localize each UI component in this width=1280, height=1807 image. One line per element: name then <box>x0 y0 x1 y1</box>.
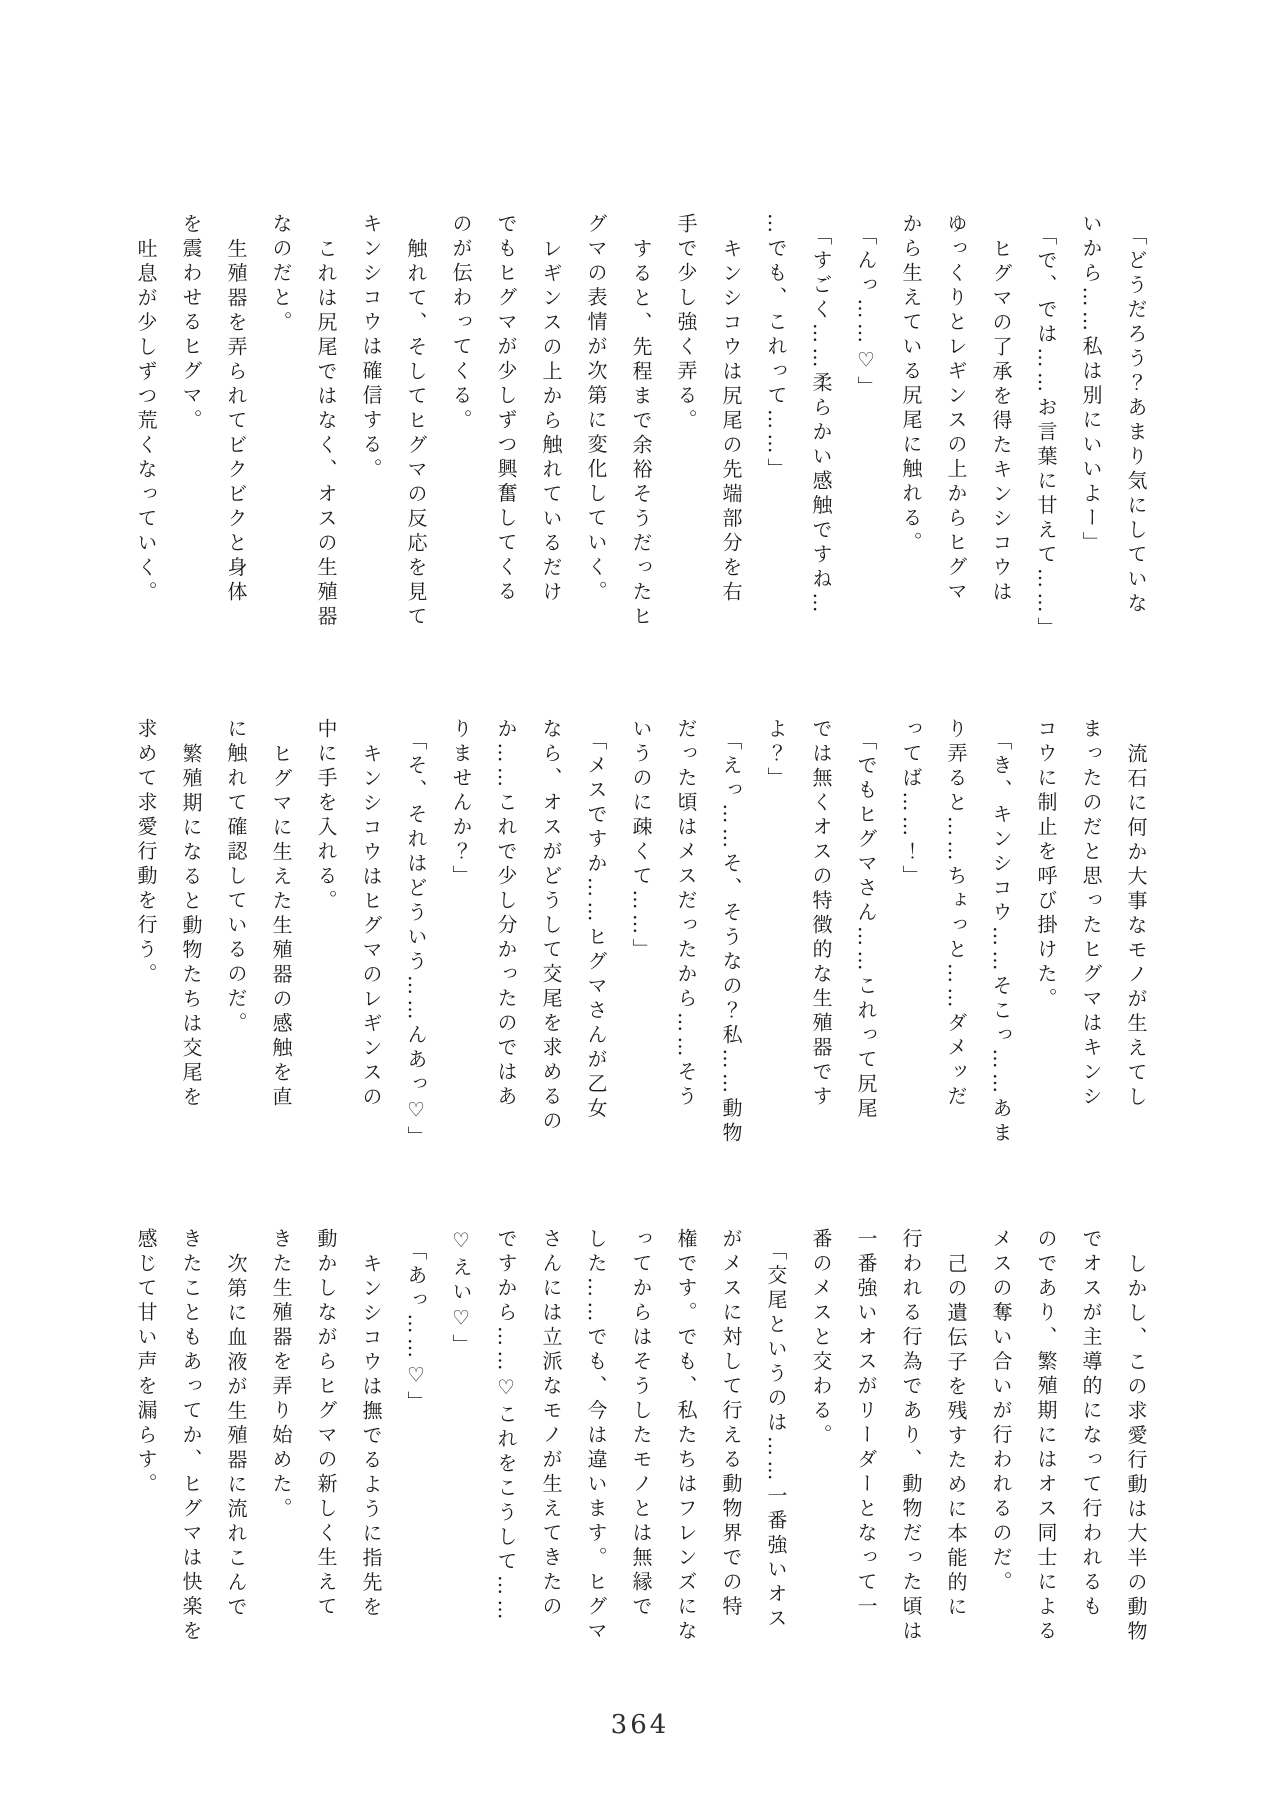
text-column: 生殖器を弄られてビクビクと身体 <box>224 238 248 606</box>
text-column: か……これで少し分かったのではあ <box>494 718 518 1110</box>
heart-glyph: ♡ <box>494 1375 518 1404</box>
text-column: 「そ、それはどういう……んあっ♡」 <box>404 730 428 1151</box>
text-column: 番のメスと交わる。 <box>809 1228 833 1449</box>
text-column: りませんか？」 <box>449 718 473 890</box>
text-column: よ？」 <box>764 718 788 792</box>
text-column: 権です。でも、私たちはフレンズにな <box>674 1228 698 1645</box>
text-column: 行われる行為であり、動物だった頃は <box>899 1228 923 1645</box>
text-column: 「でもヒグマさん……これって尻尾 <box>854 730 878 1122</box>
text-column: のであり、繁殖期にはオス同士による <box>1034 1228 1058 1645</box>
text-column: ゆっくりとレギンスの上からヒグマ <box>944 213 968 605</box>
text-column: まったのだと思ったヒグマはキンシ <box>1079 718 1103 1110</box>
text-column: 「えっ……そ、そうなの？私……動物 <box>719 730 743 1147</box>
text-column: でオスが主導的になって行われるも <box>1079 1228 1103 1620</box>
text-column: 流石に何か大事なモノが生えてし <box>1124 743 1148 1111</box>
text-column: なら、オスがどうして交尾を求めるの <box>539 718 563 1135</box>
text-column: 触れて、そしてヒグマの反応を見て <box>404 238 428 630</box>
heart-glyph: ♡ <box>854 347 878 376</box>
text-column: のが伝わってくる。 <box>449 213 473 434</box>
page-number: 364 <box>610 1710 670 1740</box>
text-column: グマの表情が次第に変化していく。 <box>584 213 608 605</box>
text-column: では無くオスの特徴的な生殖器です <box>809 718 833 1110</box>
text-column: すると、先程まで余裕そうだったヒ <box>629 238 653 630</box>
text-column: 動かしながらヒグマの新しく生えて <box>314 1228 338 1620</box>
text-column: …でも、これって……」 <box>764 213 788 483</box>
text-column: 「すごく……柔らかい感触ですね… <box>809 225 833 617</box>
text-column: り弄ると……ちょっと……ダメッだ <box>944 718 968 1110</box>
text-column: ってからはそうしたモノとは無縁で <box>629 1228 653 1620</box>
text-column: レギンスの上から触れているだけ <box>539 238 563 606</box>
text-column: ヒグマに生えた生殖器の感触を直 <box>269 743 293 1111</box>
text-column: メスの奪い合いが行われるのだ。 <box>989 1228 1013 1596</box>
text-column: 手で少し強く弄る。 <box>674 213 698 434</box>
text-column: ヒグマの了承を得たキンシコウは <box>989 238 1013 606</box>
text-column: がメスに対して行える動物界での特 <box>719 1228 743 1620</box>
text-column: さんには立派なモノが生えてきたの <box>539 1228 563 1620</box>
text-column: 「き、キンシコウ……そこっ……あま <box>989 730 1013 1147</box>
text-column: 中に手を入れる。 <box>314 718 338 914</box>
text-column: を震わせるヒグマ。 <box>179 213 203 434</box>
text-column: でもヒグマが少しずつ興奮してくる <box>494 213 518 605</box>
text-column: しかし、この求愛行動は大半の動物 <box>1124 1253 1148 1645</box>
text-column: に触れて確認しているのだ。 <box>224 718 248 1037</box>
text-column: だった頃はメスだったから……そう <box>674 718 698 1110</box>
text-column: これは尻尾ではなく、オスの生殖器 <box>314 238 338 630</box>
text-column: 「で、では……お言葉に甘えて……」 <box>1034 225 1058 642</box>
text-column: キンシコウは撫でるように指先を <box>359 1253 383 1621</box>
text-column: キンシコウはヒグマのレギンスの <box>359 743 383 1111</box>
text-column: ♡えい♡」 <box>449 1228 473 1359</box>
heart-glyph: ♡ <box>449 1228 473 1257</box>
text-column: ってば……！」 <box>899 718 923 890</box>
text-band-bottom <box>123 1228 1158 1673</box>
text-column: 吐息が少しずつ荒くなっていく。 <box>134 238 158 606</box>
text-column: 「交尾というのは……一番強いオス <box>764 1240 788 1632</box>
text-column: 「あっ……♡」 <box>404 1240 428 1416</box>
text-column: した……でも、今は違います。ヒグマ <box>584 1228 608 1645</box>
text-column: から生えている尻尾に触れる。 <box>899 213 923 556</box>
text-column: いうのに疎くて……」 <box>629 718 653 963</box>
text-column: 一番強いオスがリーダーとなって一 <box>854 1228 878 1620</box>
text-column: きた生殖器を弄り始めた。 <box>269 1228 293 1522</box>
text-column: 「メスですか……ヒグマさんが乙女 <box>584 730 608 1122</box>
heart-glyph: ♡ <box>404 1097 428 1126</box>
text-column: キンシコウは尻尾の先端部分を右 <box>719 238 743 606</box>
text-column: キンシコウは確信する。 <box>359 213 383 483</box>
text-band-top <box>123 213 1158 658</box>
text-column: コウに制止を呼び掛けた。 <box>1034 718 1058 1012</box>
text-column: ですから……♡これをこうして…… <box>494 1228 518 1624</box>
text-column: いから……私は別にいいよー」 <box>1079 213 1103 556</box>
text-column: 感じて甘い声を漏らす。 <box>134 1228 158 1498</box>
text-column: 己の遺伝子を残すために本能的に <box>944 1253 968 1621</box>
text-band-middle <box>123 718 1158 1163</box>
text-column: 求めて求愛行動を行う。 <box>134 718 158 988</box>
text-column: 「どうだろう？あまり気にしていな <box>1124 225 1148 617</box>
text-column: なのだと。 <box>269 213 293 336</box>
text-column: きたこともあってか、ヒグマは快楽を <box>179 1228 203 1645</box>
heart-glyph: ♡ <box>449 1305 473 1334</box>
heart-glyph: ♡ <box>404 1362 428 1391</box>
text-column: 「んっ……♡」 <box>854 225 878 401</box>
text-column: 繁殖期になると動物たちは交尾を <box>179 743 203 1111</box>
text-column: 次第に血液が生殖器に流れこんで <box>224 1253 248 1621</box>
